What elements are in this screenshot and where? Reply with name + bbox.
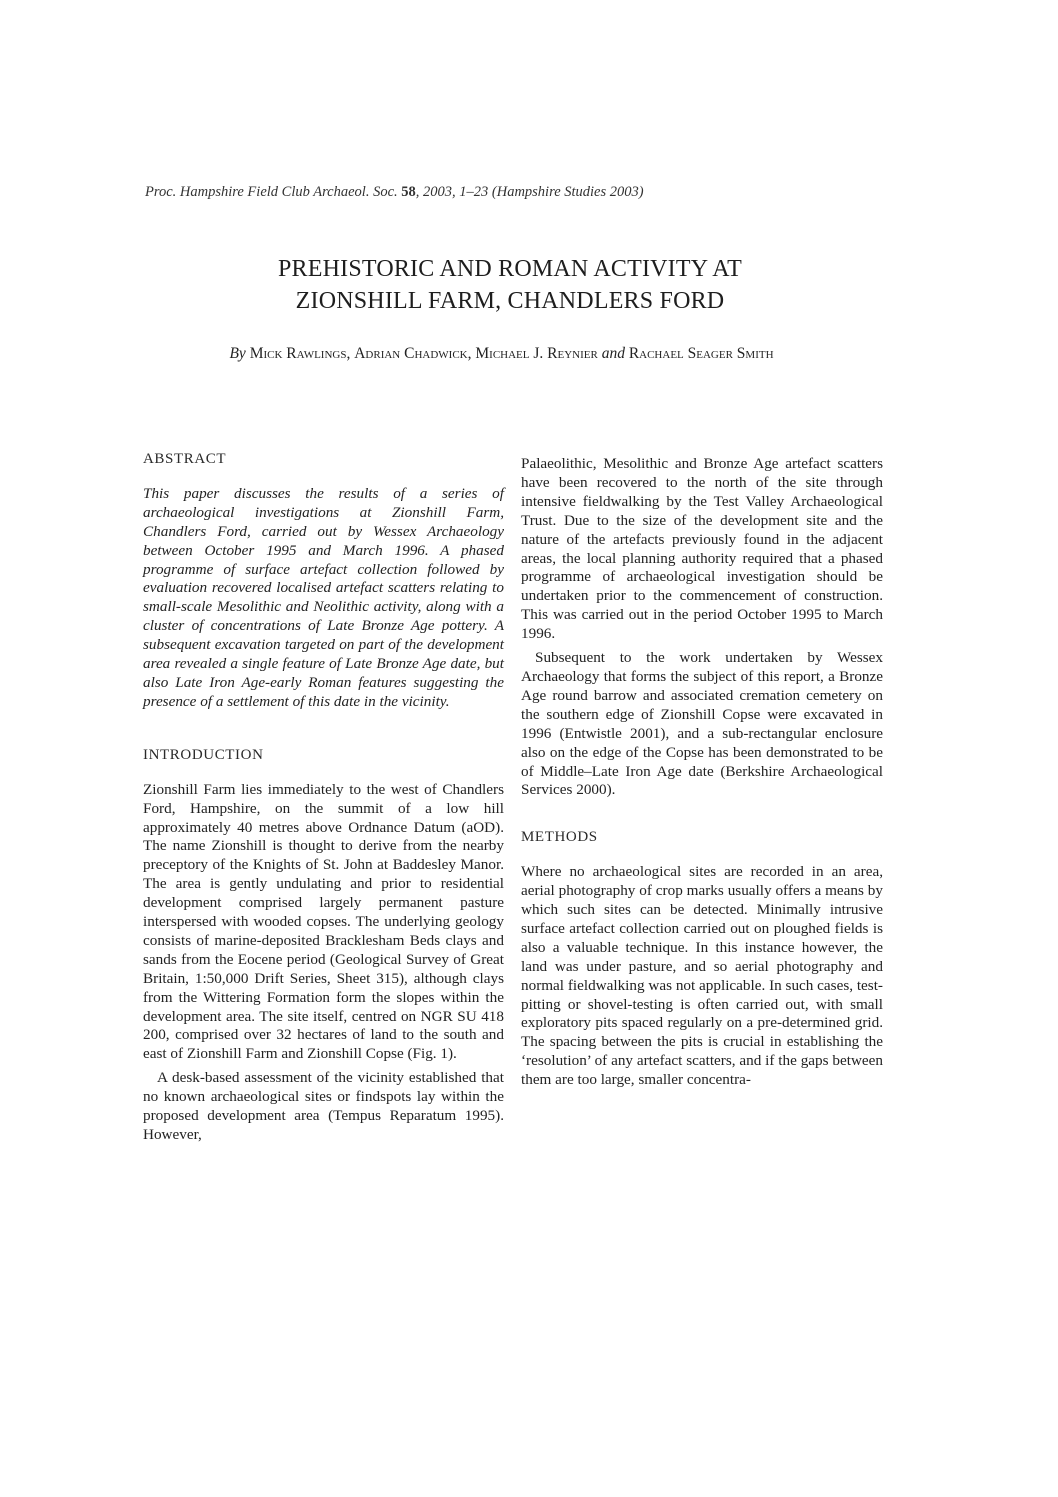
author-1: Mick Rawlings, [249, 345, 351, 362]
left-column [143, 450, 504, 1145]
author-4: Rachael Seager Smith [628, 345, 774, 362]
article-title [0, 253, 1020, 317]
introduction-paragraph-3: Palaeolithic, Mesolithic and Bronze Age artefact scatters have been recovered to the north of the site through intensive fieldwalking by the Test Valley Archaeological Trust. Due to the size of the development site and the nature of the artefacts previously found in the adjacent areas, the local planning authority required that a phased programme of archaeological investigation should be undertaken prior to the commencement of construction. This was carried out in the period October 1995 to March 1996. [521, 455, 883, 643]
citation-volume: 58 [401, 184, 416, 200]
introduction-paragraph-2: A desk-based assessment of the vicinity established that no known archaeological sites or findspots lay within the proposed development area (Tempus Reparatum 1995). However, [143, 1069, 504, 1143]
methods-heading: METHODS [521, 829, 598, 846]
author-3: Michael J. Reynier [475, 345, 598, 362]
journal-citation [145, 184, 905, 201]
abstract-heading: ABSTRACT [143, 451, 227, 467]
title-line-1: PREHISTORIC AND ROMAN ACTIVITY AT [278, 256, 742, 282]
introduction-paragraph-1: Zionshill Farm lies immediately to the west of Chandlers Ford, Hampshire, on the summit of a low hill approximately 40 metres above Ordnance Datum (aOD). The name Zionshill is thought to derive from the nearby preceptory of the Knights of St. John at Baddesley Manor. The area is gently undulating and prior to residential development comprised largely permanent pasture interspersed with wooded copses. The underlying geology consists of marine-deposited Bracklesham Beds clays and sands from the Eocene period (Geological Survey of Great Britain, 1:50,000 Drift Series, Sheet 315), although clays from the Wittering Formation form the slopes within the development area. The site itself, centred on NGR SU 418 200, comprised over 32 hectares of land to the south and east of Zionshill Farm and Zionshill Copse (Fig. 1). [143, 780, 504, 1063]
title-line-2: ZIONSHILL FARM, CHANDLERS FORD [295, 288, 725, 314]
author-2: Adrian Chadwick, [354, 345, 472, 362]
byline-and: and [601, 345, 625, 362]
byline-by: By [229, 345, 246, 362]
introduction-heading: INTRODUCTION [143, 746, 264, 763]
citation-prefix: Proc. Hampshire Field Club Archaeol. Soc. [145, 184, 398, 200]
author-byline [0, 345, 1003, 363]
methods-paragraph-1: Where no archaeological sites are recorded in an area, aerial photography of crop marks usually offers a means by which such sites can be detected. Minimally intrusive surface artefact collection carried out on ploughed fields is also a valuable technique. In this instance however, the land was under pasture, and so aerial photography and normal fieldwalking was not applicable. In such cases, test-pitting or shovel-testing is often carried out, with small exploratory pits spaced regularly on a pre-determined grid. The spacing between the pits is crucial in establishing the ‘resolution’ of any artefact scatters, and if the gaps between them are too large, smaller concentra- [521, 863, 883, 1089]
abstract-text: This paper discusses the results of a series of archaeological investigations at Zionshill Farm, Chandlers Ford, carried out by Wessex Archaeology between October 1995 and March 1996. A phased programme of surface artefact collection followed by evaluation recovered localised artefact scatters relating to small-scale Mesolithic and Neolithic activity, along with a cluster of concentrations of Late Bronze Age pottery. A subsequent excavation targeted on part of the development area revealed a single feature of Late Bronze Age date, but also Late Iron Age-early Roman features suggesting the presence of a settlement of this date in the vicinity. [143, 484, 504, 710]
citation-suffix: , 2003, 1–23 (Hampshire Studies 2003) [415, 184, 644, 200]
right-column [521, 455, 883, 1090]
introduction-paragraph-4: Subsequent to the work undertaken by Wessex Archaeology that forms the subject of this report, a Bronze Age round barrow and associated cremation cemetery on the southern edge of Zionshill Copse were excavated in 1996 (Entwistle 2001), and a sub-rectangular enclosure also on the edge of the Copse has been demonstrated to be of Middle–Late Iron Age date (Berkshire Archaeological Services 2000). [521, 649, 883, 799]
